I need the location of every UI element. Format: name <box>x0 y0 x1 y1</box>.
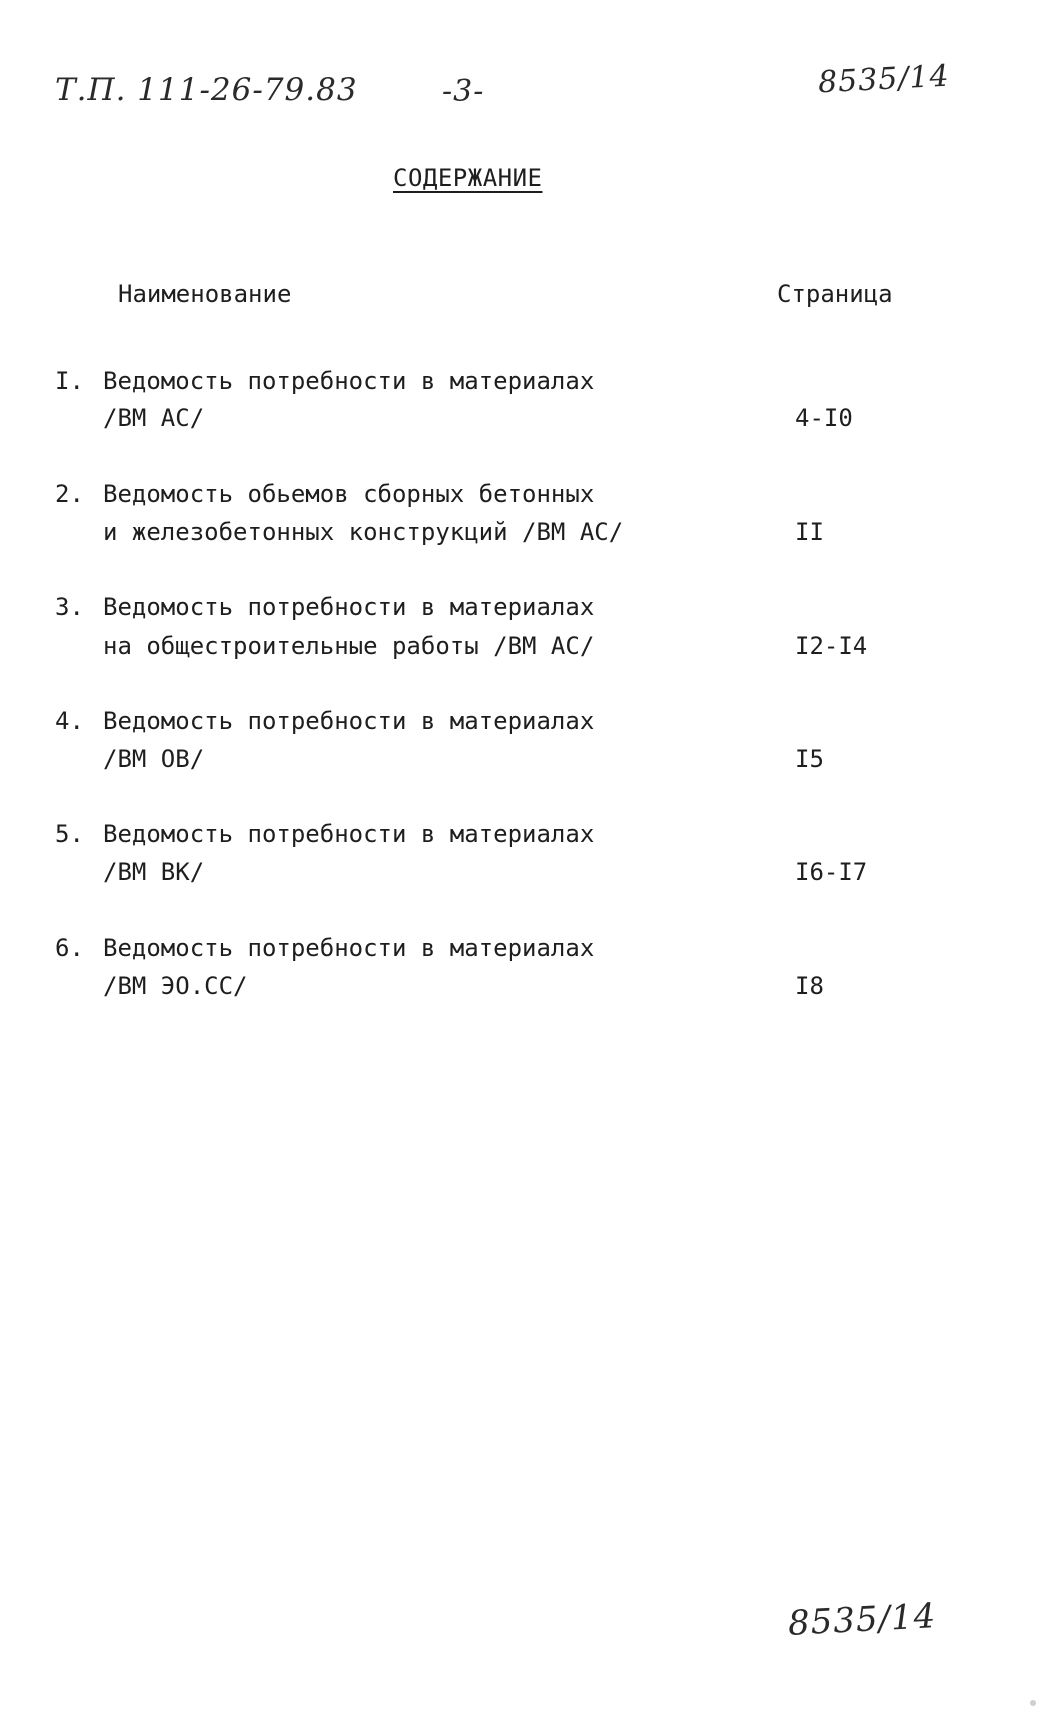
entry-title-line2: /ВМ ВК/ <box>103 858 205 886</box>
entry-number: 6. <box>55 934 84 962</box>
entry-page: 4-I0 <box>795 404 853 432</box>
entry-title-line2: /ВМ ОВ/ <box>103 745 205 773</box>
entry-page: II <box>795 518 824 546</box>
entry-title-line2: /ВМ ЭО.СС/ <box>103 972 248 1000</box>
entry-number: 3. <box>55 593 84 621</box>
page-title: СОДЕРЖАНИЕ <box>393 164 543 192</box>
column-header-name: Наименование <box>118 280 292 308</box>
entry-title-line2: и железобетонных конструкций /ВМ АС/ <box>103 518 624 546</box>
register-number-bottom: 8535/14 <box>787 1596 938 1644</box>
scan-speck <box>1030 1700 1036 1706</box>
entry-title-line1: Ведомость потребности в материалах <box>103 707 595 735</box>
entry-title-line1: Ведомость потребности в материалах <box>103 934 595 962</box>
entry-page: I6-I7 <box>795 858 868 886</box>
entry-page: I5 <box>795 745 824 773</box>
entry-title-line1: Ведомость потребности в материалах <box>103 367 595 395</box>
entry-title-line1: Ведомость потребности в материалах <box>103 820 595 848</box>
entry-title-line1: Ведомость обьемов сборных бетонных <box>103 480 595 508</box>
page-number: -3- <box>442 74 485 109</box>
entry-number: 2. <box>55 480 84 508</box>
entry-number: 4. <box>55 707 84 735</box>
column-header-page: Страница <box>777 280 893 308</box>
entry-number: 5. <box>55 820 84 848</box>
document-code: Т.П. 111-26-79.83 <box>55 72 358 108</box>
entry-title-line1: Ведомость потребности в материалах <box>103 593 595 621</box>
entry-title-line2: на общестроительные работы /ВМ АС/ <box>103 632 595 660</box>
entry-page: I8 <box>795 972 824 1000</box>
entry-number: I. <box>55 367 84 395</box>
register-number-top: 8535/14 <box>817 58 951 101</box>
entry-title-line2: /ВМ АС/ <box>103 404 205 432</box>
entry-page: I2-I4 <box>795 632 868 660</box>
